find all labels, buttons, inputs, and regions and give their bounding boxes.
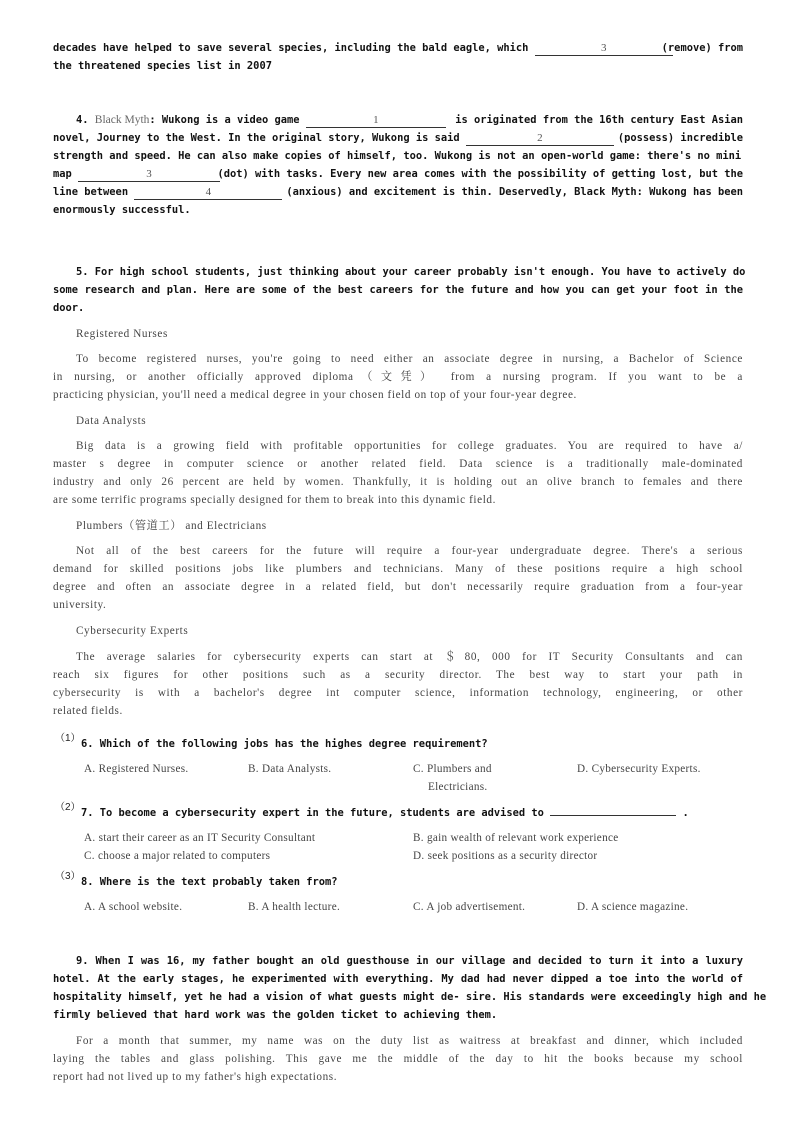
q4-line-2: novel, Journey to the West. In the original story, Wukong is said 2 (possess) incredible (53, 132, 743, 144)
q5-intro: 5. For high school students, just thinking about your career probably isn't enough. You have to actively do some research and plan. Here are some of the best careers for the future and how you can get your foot in the door. (53, 266, 746, 314)
heading-data-analysts: Data Analysts (76, 415, 147, 427)
q3-line-1: decades have helped to save several species, including the bald eagle, which 3 (remove) from (53, 42, 743, 54)
q4-line-5: line between 4 (anxious) and excitement is thin. Deservedly, Black Myth: Wukong has been (53, 186, 743, 198)
q4-line-1: 4. Black Myth: Wukong is a video game 1 is originated from the 16th century East Asian (76, 114, 743, 126)
option-7a[interactable]: A. start their career as an IT Security Consultant (84, 832, 316, 844)
option-7d[interactable]: D. seek positions as a security director (413, 850, 598, 862)
option-8c[interactable]: C. A job advertisement. (413, 901, 526, 913)
answer-blank-q4-2[interactable]: 2 (466, 132, 614, 146)
option-8b[interactable]: B. A health lecture. (248, 901, 341, 913)
option-6d[interactable]: D. Cybersecurity Experts. (577, 763, 701, 775)
question-mark-2: （2） (55, 802, 81, 813)
paragraph-data-analysts: Big data is a growing field with profitable opportunities for college graduates. You are required to have a/ master s degree in computer science or another related field. Data science is a traditionally male-dominated industry and only 26 percent are held by women. Thankfully, it is holding out an olive branch to females and there are some terrific programs specially designed for them to break into this dynamic field. (53, 440, 743, 506)
q3-passage-end (53, 39, 743, 79)
question-mark-3: （3） (55, 871, 81, 882)
question-8-stem: 8. Where is the text probably taken from? (81, 876, 338, 888)
paragraph-registered-nurses: To become registered nurses, you're going to need either an associate degree in nursing, a Bachelor of Science in nursing, or another officially approved diploma（文凭） from a nursing program. If you want to be a practicing physician, you'll need a medical degree in your chosen field on top of your four-year degree. (53, 353, 743, 401)
heading-registered-nurses: Registered Nurses (76, 328, 168, 340)
option-8a[interactable]: A. A school website. (84, 901, 183, 913)
option-6a[interactable]: A. Registered Nurses. (84, 763, 189, 775)
q4-line-3: strength and speed. He can also make copies of himself, too. Wukong is not an open-world game: there's no mini (53, 150, 742, 162)
question-7-stem: 7. To become a cybersecurity expert in the future, students are advised to . (81, 804, 721, 822)
option-7c[interactable]: C. choose a major related to computers (84, 850, 271, 862)
answer-blank-q4-3[interactable]: 3 (78, 168, 220, 182)
question-7-answer-blank[interactable] (550, 804, 676, 816)
q9-passage: 9. When I was 16, my father bought an old guesthouse in our village and decided to turn it into a luxury hotel. At the early stages, he experimented with everything. My dad had never dipped a toe into the world of hospitality himself, yet he had a vision of what guests might de- sire. His standards were exceedingly high and he firmly believed that hard work was the golden ticket to achieving them. (53, 955, 767, 1021)
q4-passage (53, 111, 743, 221)
paragraph-plumbers-electricians: Not all of the best careers for the future will require a four-year undergraduate degree. There's a serious demand for skilled positions jobs like plumbers and technicians. Many of these positions require a high school degree and often an associate degree in a related field, but don't necessarily require graduation from a four-year university. (53, 545, 743, 611)
q9-paragraph: For a month that summer, my name was on the duty list as waitress at breakfast and dinner, which included laying the tables and glass polishing. This gave me the middle of the day to hit the books because my school report had not lived up to my father's high expectations. (53, 1035, 743, 1083)
paragraph-cybersecurity-experts: The average salaries for cybersecurity experts can start at ＄80, 000 for IT Security Consultants and can reach six figures for other positions such as a security director. The best way to start your path in cybersecurity is with a bachelor's degree int computer science, information technology, engineering, or other related fields. (53, 651, 743, 717)
option-6c[interactable]: C. Plumbers and Electricians. (413, 763, 492, 793)
q3-line-2: the threatened species list in 2007 (53, 60, 272, 72)
option-8d[interactable]: D. A science magazine. (577, 901, 689, 913)
option-6b[interactable]: B. Data Analysts. (248, 763, 332, 775)
q4-line-4: map 3 (dot) with tasks. Every new area comes with the possibility of getting lost, but the (53, 168, 743, 180)
answer-blank-3[interactable]: 3 (535, 42, 673, 56)
q4-title: Black Myth (94, 114, 150, 126)
question-mark-1: （1） (55, 733, 81, 744)
q4-line-6: enormously successful. (53, 204, 191, 216)
answer-blank-q4-1[interactable]: 1 (306, 114, 446, 128)
answer-blank-q4-4[interactable]: 4 (134, 186, 282, 200)
option-7b[interactable]: B. gain wealth of relevant work experience (413, 832, 619, 844)
question-6-stem: 6. Which of the following jobs has the highes degree requirement? (81, 738, 488, 750)
heading-cybersecurity-experts: Cybersecurity Experts (76, 625, 189, 637)
heading-plumbers-electricians: Plumbers（管道工） and Electricians (76, 520, 267, 532)
